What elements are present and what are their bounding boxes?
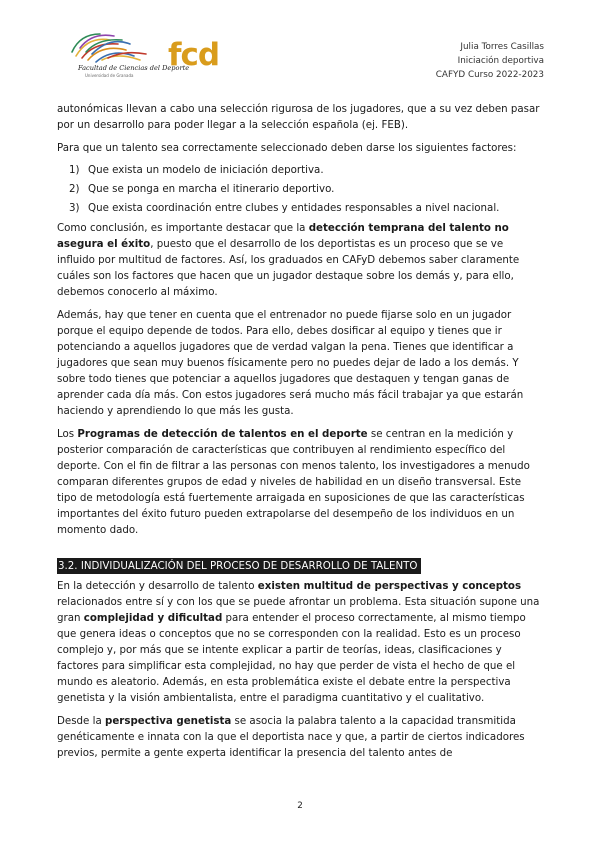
list-text: Que se ponga en marcha el itinerario deportivo. bbox=[88, 183, 335, 195]
bold-text: existen multitud de perspectivas y conceptos bbox=[257, 580, 522, 592]
text-run: Como conclusión, es importante destacar que la bbox=[57, 222, 309, 234]
subject-name: Iniciación deportiva bbox=[457, 56, 544, 66]
text-run: Los bbox=[57, 428, 78, 440]
list-text: Que exista coordinación entre clubes y entidades responsables a nivel nacional. bbox=[88, 202, 500, 214]
factors-list bbox=[57, 163, 542, 216]
list-number: 3) bbox=[69, 202, 80, 214]
text-run: , puesto que el desarrollo de los deportistas es un proceso que se ve influido por multitud de factores. Así, los graduados en CAFyD debemos saber claramente cuáles son los factores que hacen que un jugador destaque sobre los demás y, para ello, debemos conocerlo al máximo. bbox=[57, 238, 520, 298]
paragraph bbox=[57, 578, 542, 706]
list-item bbox=[69, 182, 542, 197]
section-heading: 3.2. INDIVIDUALIZACIÓN DEL PROCESO DE DESARROLLO DE TALENTO bbox=[57, 558, 421, 574]
text-run: para entender el proceso correctamente, al mismo tiempo que genera ideas o conceptos que no se corresponden con la realidad. Esto es un proceso complejo y, por más que se intente explicar a partir de teorías, ideas, clasificaciones y factores para simplificar esta complejidad, no hay que perder de vista el hecho de que el mundo es aleatorio. Además, en esta problemática existe el debate entre la perspectiva genetista y la visión ambientalista, entre el paradigma cuantitativo y el cualitativo. bbox=[57, 612, 526, 704]
list-item bbox=[69, 201, 542, 216]
logo-fcd-mark: fcd bbox=[168, 37, 220, 73]
list-item bbox=[69, 163, 542, 178]
bold-text: perspectiva genetista bbox=[105, 715, 232, 727]
list-number: 1) bbox=[69, 164, 80, 176]
faculty-logo bbox=[58, 30, 220, 86]
page-number: 2 bbox=[297, 801, 303, 811]
text-run: se asocia la palabra talento a la capacidad transmitida genéticamente e innata con la que el deportista nace y que, a partir de ciertos indicadores previos, permite a gente experta identificar la presencia del talento antes de bbox=[57, 715, 525, 759]
list-number: 2) bbox=[69, 183, 80, 195]
author-name: Julia Torres Casillas bbox=[460, 42, 544, 52]
logo-text-university: Universidad de Granada bbox=[85, 73, 134, 78]
text-run: relacionados entre sí y con los que se puede afrontar un problema. Esta situación supone una gran bbox=[57, 596, 540, 624]
logo-text-faculty: Facultad de Ciencias del Deporte bbox=[78, 64, 190, 72]
header-info bbox=[436, 40, 544, 82]
text-run: se centran en la medición y posterior comparación de características que contribuyen al rendimiento específico del deporte. Con el fin de filtrar a las personas con menos talento, los investigadores a menudo comparan diferentes grupos de edad y niveles de habilidad en un diseño transversal. Este tipo de metodología está fuertemente arraigada en suposiciones de que las características importantes del éxito futuro pueden extrapolarse del desempeño de los individuos en un momento dado. bbox=[57, 428, 530, 536]
paragraph: Para que un talento sea correctamente seleccionado deben darse los siguientes factores: bbox=[57, 142, 517, 154]
text-run: En la detección y desarrollo de talento bbox=[57, 580, 258, 592]
text-run: Desde la bbox=[57, 715, 105, 727]
paragraph: autonómicas llevan a cabo una selección rigurosa de los jugadores, que a su vez deben pasar por un desarrollo para poder llegar a la selección española (ej. FEB). bbox=[57, 103, 540, 131]
paragraph bbox=[57, 713, 542, 761]
list-text: Que exista un modelo de iniciación deportiva. bbox=[88, 164, 324, 176]
bold-text: complejidad y dificultad bbox=[83, 612, 223, 624]
document-body bbox=[57, 101, 542, 768]
paragraph bbox=[57, 220, 542, 300]
bold-text: Programas de detección de talentos en el deporte bbox=[77, 428, 368, 440]
bold-text: detección temprana del talento no asegura el éxito bbox=[57, 222, 509, 250]
course-name: CAFYD Curso 2022-2023 bbox=[435, 70, 544, 80]
paragraph bbox=[57, 426, 542, 538]
paragraph: Además, hay que tener en cuenta que el entrenador no puede fijarse solo en un jugador porque el equipo depende de todos. Para ello, debes dosificar al equipo y tienes que ir potenciando a aquellos jugadores que de verdad valgan la pena. Tienes que identificar a jugadores que sean muy buenos físicamente pero no puedes dejar de lado a los demás. Y sobre todo tienes que potenciar a aquellos jugadores que destaquen y tengan ganas de aprender cada día más. Con estos jugadores será mucho más fácil trabajar ya que estarán haciendo y aprendiendo lo que más les gusta. bbox=[57, 309, 524, 417]
page-header bbox=[0, 0, 600, 90]
